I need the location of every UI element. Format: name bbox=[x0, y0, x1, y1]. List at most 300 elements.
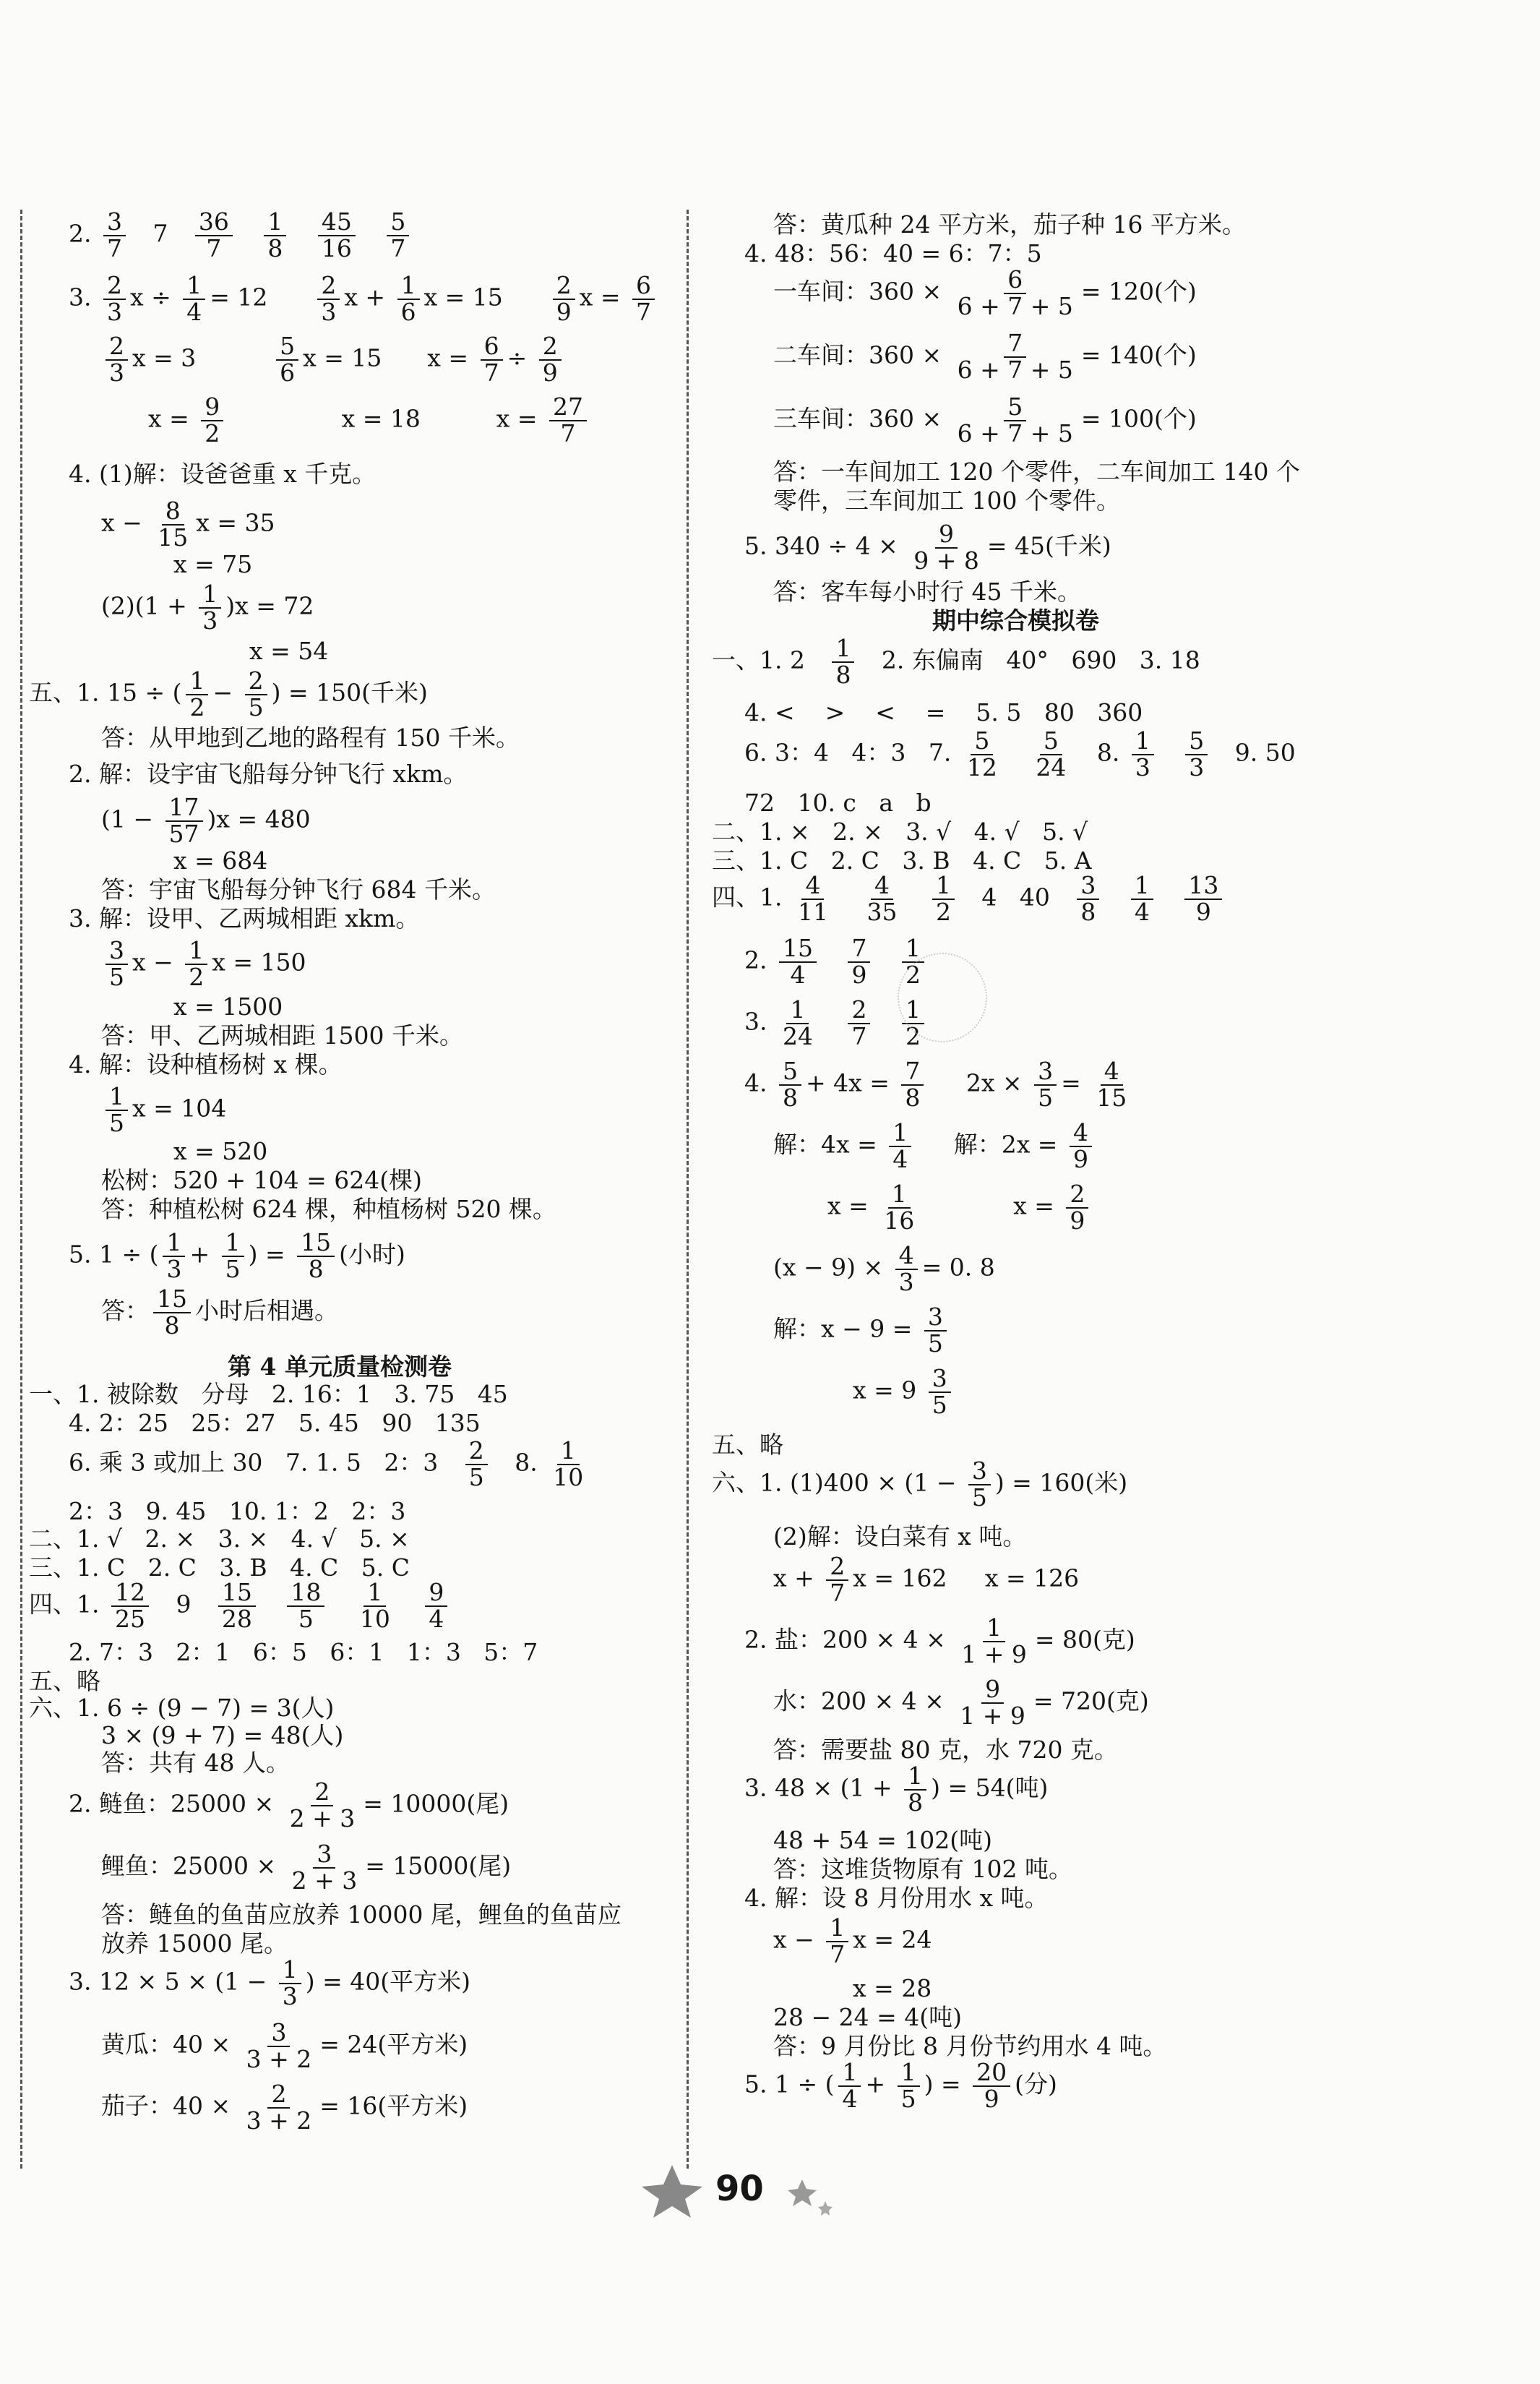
answer-text: 一车间：360 × bbox=[773, 277, 950, 306]
answer-text: 解：2x = bbox=[916, 1130, 1065, 1159]
fraction-denominator: 9 bbox=[1195, 897, 1211, 926]
answer-text: + bbox=[189, 1240, 218, 1269]
answer-text: 2. bbox=[69, 219, 99, 248]
answer-text bbox=[1104, 883, 1126, 912]
fraction-denominator: 12 bbox=[966, 752, 997, 781]
fraction-numerator: 15 bbox=[297, 1230, 335, 1257]
answer-text: 答： bbox=[101, 1296, 149, 1325]
answer-text: = 140(个) bbox=[1080, 340, 1197, 369]
fraction-denominator: 7 bbox=[206, 233, 222, 262]
fraction-numerator: 2 bbox=[539, 334, 562, 361]
fraction-numerator: 45 bbox=[318, 210, 356, 236]
answer-line bbox=[744, 1764, 1048, 1815]
answer-text: x = 35 bbox=[196, 508, 275, 537]
fraction-numerator: 18 bbox=[287, 1580, 324, 1607]
fraction-numerator: 4 bbox=[801, 873, 824, 900]
fraction-numerator: 6 bbox=[632, 273, 655, 300]
fraction-denominator: 3 bbox=[109, 358, 124, 387]
fraction-numerator: 5 bbox=[971, 729, 993, 755]
fraction-denominator: 6 + 7 + 5 bbox=[957, 291, 1073, 320]
fraction-denominator: 57 bbox=[168, 819, 199, 848]
answer-text: 零件，三车间加工 100 个零件。 bbox=[773, 486, 1120, 515]
answer-text: 5. 1 ÷ ( bbox=[69, 1240, 159, 1269]
fraction-numerator: 1 bbox=[838, 2060, 861, 2087]
answer-line bbox=[773, 267, 1197, 319]
answer-text: 4. 48：56：40 = 6：7：5 bbox=[744, 239, 1042, 267]
fraction-numerator: 6 bbox=[481, 334, 503, 361]
answer-text: 6. 乘 3 或加上 30 7. 1. 5 2：3 bbox=[69, 1448, 461, 1477]
fraction bbox=[1077, 873, 1099, 925]
fraction-denominator: 5 bbox=[932, 1390, 947, 1419]
fraction-numerator: 5 bbox=[779, 1059, 801, 1086]
fraction bbox=[779, 1059, 801, 1110]
answer-line bbox=[773, 1243, 995, 1295]
fraction-denominator: 3 bbox=[1135, 752, 1150, 781]
fraction-denominator: 3 + 2 bbox=[246, 2044, 312, 2073]
fraction bbox=[954, 331, 1077, 382]
fraction-denominator: 7 bbox=[851, 1021, 867, 1050]
answer-line bbox=[853, 1366, 955, 1418]
fraction bbox=[880, 1182, 918, 1233]
answer-text: 一、1. 2 bbox=[712, 646, 828, 674]
answer-text: x = 684 bbox=[173, 846, 268, 875]
fraction-numerator: 3 bbox=[929, 1366, 951, 1393]
fraction-numerator: 8 bbox=[162, 499, 184, 526]
answer-line bbox=[773, 1913, 932, 1968]
answer-text: 8. bbox=[1074, 738, 1127, 767]
answer-text: = bbox=[1061, 1068, 1089, 1097]
fraction-numerator: 1 bbox=[904, 1764, 926, 1791]
answer-text: 二、1. √ 2. × 3. × 4. √ 5. × bbox=[29, 1525, 410, 1553]
answer-text bbox=[821, 1008, 843, 1036]
answer-text: 答：甲、乙两城相距 1500 千米。 bbox=[101, 1021, 463, 1050]
answer-text: = 16(平方米) bbox=[319, 2091, 468, 2120]
fraction-numerator: 5 bbox=[276, 334, 298, 361]
answer-text: x = 15 bbox=[423, 283, 549, 312]
fraction-numerator: 1 bbox=[222, 1230, 244, 1257]
fraction-denominator: 2 bbox=[189, 693, 205, 721]
answer-text: x = 15 x = bbox=[303, 343, 476, 372]
fraction-numerator: 1 bbox=[1131, 873, 1153, 900]
fraction-numerator: 4 bbox=[895, 1243, 918, 1270]
fraction bbox=[826, 1554, 848, 1605]
answer-line bbox=[712, 636, 1200, 687]
answer-text: 六、1. 6 ÷ (9 − 7) = 3(人) bbox=[29, 1694, 335, 1722]
answer-line bbox=[712, 846, 1092, 875]
fraction bbox=[1032, 726, 1070, 781]
answer-text: 解：x − 9 = bbox=[773, 1314, 920, 1343]
fraction-denominator: 8 bbox=[308, 1254, 324, 1283]
fraction bbox=[1184, 873, 1222, 925]
fraction-numerator: 1 bbox=[902, 936, 924, 963]
fraction-denominator: 2 bbox=[905, 1021, 921, 1050]
fraction-numerator: 2 bbox=[103, 273, 126, 300]
fraction-denominator: 6 + 7 + 5 bbox=[957, 355, 1073, 384]
fraction-numerator: 5 bbox=[387, 210, 409, 236]
fraction-numerator: 3 bbox=[267, 2020, 290, 2047]
answer-line bbox=[744, 2060, 1057, 2111]
fraction-numerator: 2 bbox=[848, 998, 870, 1024]
answer-text: x − bbox=[101, 508, 150, 537]
fraction-denominator: 2 bbox=[905, 960, 921, 989]
fraction-denominator: 15 bbox=[158, 523, 189, 552]
fraction bbox=[889, 1120, 911, 1172]
answer-line bbox=[773, 331, 1197, 382]
fraction-numerator: 15 bbox=[218, 1580, 256, 1607]
answer-text: ÷ bbox=[507, 343, 535, 372]
answer-line bbox=[744, 239, 1042, 268]
answer-line bbox=[773, 1554, 1079, 1605]
fraction-denominator: 6 + 7 + 5 bbox=[957, 419, 1073, 447]
answer-text: ) = 54(吨) bbox=[931, 1773, 1049, 1802]
fraction-numerator: 1 bbox=[397, 273, 420, 300]
fraction-numerator: 3 bbox=[924, 1305, 947, 1332]
fraction-numerator: 9 bbox=[425, 1580, 447, 1607]
section-title bbox=[932, 606, 1099, 635]
fraction-numerator: 3 bbox=[1077, 873, 1099, 900]
fraction-denominator: 3 bbox=[166, 1254, 182, 1283]
answer-text: − bbox=[212, 678, 241, 707]
fraction-numerator: 2 bbox=[245, 669, 267, 695]
answer-line bbox=[773, 210, 1246, 239]
answer-text bbox=[1005, 739, 1028, 767]
answer-line bbox=[773, 1735, 1118, 1765]
fraction-numerator: 1 bbox=[902, 998, 924, 1024]
fraction bbox=[929, 1366, 951, 1418]
fraction-numerator: 2 bbox=[267, 2082, 290, 2109]
answer-text: 三、1. C 2. C 3. B 4. C 5. A bbox=[712, 846, 1092, 875]
fraction-denominator: 3 + 2 bbox=[246, 2106, 312, 2135]
page-footer bbox=[636, 2161, 874, 2219]
answer-text: 4. 解：设 8 月份用水 x 吨。 bbox=[744, 1884, 1049, 1912]
fraction-numerator: 4 bbox=[1101, 1059, 1123, 1086]
answer-text bbox=[874, 946, 897, 974]
answer-text: 3. 12 × 5 × (1 − bbox=[69, 1967, 275, 1996]
answer-text: = 15000(尾) bbox=[365, 1851, 512, 1880]
fraction-numerator: 1 bbox=[106, 1084, 128, 1111]
fraction-denominator: 7 bbox=[106, 233, 122, 262]
answer-text: x = 520 bbox=[173, 1137, 268, 1165]
fraction bbox=[958, 1613, 1031, 1668]
answer-line bbox=[827, 1182, 1093, 1233]
fraction bbox=[1185, 726, 1208, 781]
answer-text: 黄瓜：40 × bbox=[101, 2030, 238, 2059]
answer-text: 答：9 月份比 8 月份节约用水 4 吨。 bbox=[773, 2032, 1167, 2060]
fraction-denominator: 16 bbox=[321, 233, 352, 262]
answer-text: ) = 40(平方米) bbox=[305, 1967, 470, 1996]
fraction-denominator: 4 bbox=[842, 2084, 858, 2113]
answer-text: 鲤鱼：25000 × bbox=[101, 1851, 284, 1880]
fraction-denominator: 2 bbox=[189, 962, 205, 991]
fraction-denominator: 6 bbox=[400, 297, 416, 326]
fraction-numerator: 9 bbox=[201, 395, 223, 421]
answer-text: 五、1. 15 ÷ ( bbox=[29, 678, 182, 707]
answer-text: x = 150 bbox=[212, 948, 306, 977]
fraction-denominator: 15 bbox=[1096, 1083, 1127, 1112]
fraction-numerator: 1 bbox=[186, 669, 208, 695]
fraction bbox=[898, 2060, 920, 2111]
fraction bbox=[838, 2060, 861, 2111]
answer-line bbox=[773, 1825, 992, 1855]
fraction-numerator: 1 bbox=[898, 2060, 920, 2087]
answer-line bbox=[712, 1459, 1127, 1510]
fraction-denominator: 9 bbox=[1072, 1144, 1088, 1173]
fraction-numerator: 1 bbox=[888, 1182, 911, 1209]
fraction-denominator: 7 bbox=[635, 297, 651, 326]
fraction-numerator: 4 bbox=[871, 873, 893, 900]
answer-text: 2. bbox=[744, 946, 775, 974]
fraction-denominator: 3 bbox=[202, 606, 218, 635]
answer-text: 一、1. 被除数 分母 2. 16：1 3. 75 45 bbox=[29, 1380, 508, 1408]
answer-text: x = 9 bbox=[853, 1376, 924, 1405]
fraction-denominator: 5 bbox=[109, 962, 124, 991]
fraction-denominator: 1 + 9 bbox=[961, 1639, 1027, 1668]
answer-text: = 10000(尾) bbox=[363, 1789, 509, 1818]
fraction-denominator: 24 bbox=[782, 1021, 813, 1050]
answer-text: (x − 9) × bbox=[773, 1253, 891, 1282]
fraction-numerator: 17 bbox=[165, 795, 203, 822]
answer-text: 答：种植松树 624 棵，种植杨树 520 棵。 bbox=[101, 1195, 556, 1223]
answer-text bbox=[1158, 883, 1180, 912]
answer-text: 小时后相遇。 bbox=[195, 1296, 338, 1325]
answer-text: = 720(克) bbox=[1033, 1686, 1149, 1715]
answer-text: 放养 15000 尾。 bbox=[101, 1929, 288, 1958]
fraction-denominator: 24 bbox=[1036, 752, 1067, 781]
fraction-numerator: 7 bbox=[901, 1059, 924, 1086]
fraction-denominator: 9 + 8 bbox=[913, 546, 979, 575]
fraction-numerator: 1 bbox=[1132, 729, 1154, 755]
fraction-numerator: 3 bbox=[106, 938, 128, 965]
answer-text: 4. 解：设种植杨树 x 棵。 bbox=[69, 1050, 343, 1079]
answer-text: (2)(1 + bbox=[101, 591, 195, 620]
fraction-denominator: 8 bbox=[1080, 897, 1096, 926]
right-answer-column bbox=[0, 210, 1540, 2161]
answer-text: 答：客车每小时行 45 千米。 bbox=[773, 578, 1081, 606]
fraction-numerator: 4 bbox=[1070, 1120, 1092, 1147]
answer-text: 三、1. C 2. C 3. B 4. C 5. C bbox=[29, 1553, 410, 1582]
answer-line bbox=[773, 486, 1120, 515]
answer-text: x = 28 bbox=[853, 1974, 932, 2002]
answer-text: 2. 东偏南 40° 690 3. 18 bbox=[859, 646, 1200, 674]
fraction-numerator: 2 bbox=[553, 273, 575, 300]
answer-text: x ÷ bbox=[129, 283, 179, 312]
fraction-denominator: 9 bbox=[1070, 1206, 1085, 1235]
fraction-numerator: 2 bbox=[106, 334, 128, 361]
fraction bbox=[968, 1459, 991, 1510]
answer-text: 4. bbox=[744, 1068, 775, 1097]
fraction bbox=[954, 395, 1077, 446]
fraction-denominator: 3 bbox=[282, 1981, 298, 2010]
answer-text: 第 4 单元质量检测卷 bbox=[228, 1352, 452, 1381]
answer-line bbox=[773, 395, 1197, 446]
answer-text: ) = bbox=[924, 2070, 969, 2098]
answer-text: x + bbox=[344, 283, 393, 312]
fraction-denominator: 5 bbox=[927, 1329, 943, 1358]
fraction-denominator: 9 bbox=[556, 297, 572, 326]
answer-text: x = 104 bbox=[132, 1094, 227, 1123]
answer-text: 8. bbox=[491, 1448, 546, 1477]
answer-text: = 80(克) bbox=[1034, 1625, 1135, 1654]
answer-text: 3. 解：设甲、乙两城相距 xkm。 bbox=[69, 904, 420, 932]
fraction-denominator: 3 bbox=[898, 1267, 914, 1296]
page-number: 90 bbox=[715, 2169, 764, 2209]
fraction bbox=[1034, 1059, 1057, 1110]
fraction-numerator: 1 bbox=[826, 1916, 848, 1942]
answer-text bbox=[874, 1008, 897, 1036]
fraction-denominator: 9 bbox=[542, 358, 558, 387]
answer-text: 3. bbox=[744, 1007, 775, 1036]
fraction-numerator: 2 bbox=[465, 1438, 488, 1465]
fraction bbox=[848, 995, 870, 1050]
fraction bbox=[779, 936, 817, 987]
answer-text: + bbox=[865, 2070, 893, 2098]
answer-line bbox=[773, 1522, 1026, 1551]
fraction bbox=[1070, 1120, 1092, 1172]
fraction-denominator: 9 bbox=[984, 2084, 999, 2113]
answer-text: x = bbox=[922, 1191, 1062, 1220]
answer-line bbox=[773, 1854, 1072, 1884]
answer-text: = 100(个) bbox=[1080, 404, 1197, 433]
fraction-denominator: 6 bbox=[280, 358, 296, 387]
answer-text: = 120(个) bbox=[1080, 277, 1197, 306]
fraction bbox=[1131, 873, 1153, 925]
answer-text bbox=[821, 946, 843, 974]
fraction-denominator: 5 bbox=[225, 1254, 241, 1283]
fraction-denominator: 2 + 3 bbox=[291, 1866, 358, 1895]
fraction-numerator: 1 bbox=[932, 873, 955, 900]
fraction-numerator: 15 bbox=[153, 1287, 191, 1313]
fraction bbox=[956, 1677, 1029, 1728]
fraction-denominator: 1 + 9 bbox=[960, 1701, 1025, 1730]
answer-line bbox=[744, 1613, 1135, 1668]
answer-text: = 45(千米) bbox=[986, 531, 1111, 560]
fraction-denominator: 4 bbox=[186, 297, 202, 326]
fraction bbox=[863, 873, 900, 925]
fraction bbox=[910, 522, 983, 573]
fraction-numerator: 36 bbox=[195, 210, 233, 236]
answer-text: 3. 48 × (1 + bbox=[744, 1773, 900, 1802]
answer-line bbox=[744, 1059, 1135, 1110]
fraction-numerator: 3 bbox=[968, 1459, 991, 1485]
answer-text: 二车间：360 × bbox=[773, 340, 950, 369]
answer-text: 9. 50 bbox=[1212, 738, 1296, 767]
fraction-denominator: 8 bbox=[164, 1311, 180, 1339]
fraction bbox=[826, 1913, 848, 1968]
fraction-numerator: 2 bbox=[1066, 1182, 1088, 1209]
answer-text: = 12 bbox=[210, 283, 314, 312]
answer-text: 二、1. × 2. × 3. √ 4. √ 5. √ bbox=[712, 818, 1088, 846]
answer-line bbox=[773, 1677, 1149, 1728]
fraction-denominator: 10 bbox=[359, 1604, 390, 1633]
fraction-denominator: 8 bbox=[782, 1083, 798, 1112]
answer-text: 2x × bbox=[928, 1068, 1031, 1097]
fraction-numerator: 1 bbox=[183, 273, 205, 300]
fraction bbox=[954, 267, 1077, 319]
fraction-numerator: 1 bbox=[279, 1958, 301, 1984]
fraction-denominator: 8 bbox=[835, 660, 851, 689]
fraction-denominator: 5 bbox=[1038, 1083, 1054, 1112]
fraction-denominator: 4 bbox=[790, 960, 806, 989]
answer-line bbox=[744, 788, 932, 818]
answer-text: (2)解：设白菜有 x 吨。 bbox=[773, 1522, 1027, 1551]
fraction-denominator: 10 bbox=[553, 1462, 584, 1491]
answer-line bbox=[773, 1305, 951, 1356]
fraction-denominator: 8 bbox=[267, 233, 283, 262]
fraction bbox=[901, 1059, 924, 1110]
fraction-denominator: 16 bbox=[884, 1206, 915, 1235]
answer-text: ) = 150(千米) bbox=[271, 678, 428, 707]
fraction-numerator: 6 bbox=[1004, 267, 1026, 294]
answer-text: x = 54 bbox=[249, 637, 329, 665]
fraction-denominator: 7 bbox=[483, 358, 499, 387]
fraction-denominator: 5 bbox=[900, 2084, 916, 2113]
answer-text: 答：黄瓜种 24 平方米，茄子种 16 平方米。 bbox=[773, 210, 1246, 239]
fraction-denominator: 11 bbox=[797, 897, 828, 926]
answer-text: 2. 鲢鱼：25000 × bbox=[69, 1789, 282, 1818]
answer-text: (1 − bbox=[101, 805, 161, 833]
fraction-denominator: 28 bbox=[221, 1604, 252, 1633]
answer-line bbox=[773, 1120, 1096, 1172]
answer-text bbox=[905, 883, 927, 912]
fraction-numerator: 2 bbox=[826, 1554, 848, 1581]
answer-text: 6. 3：4 4：3 7. bbox=[744, 738, 959, 767]
answer-text: 答：这堆货物原有 102 吨。 bbox=[773, 1855, 1072, 1883]
answer-text: 4. 2：25 25：27 5. 45 90 135 bbox=[69, 1409, 481, 1437]
fraction-numerator: 5 bbox=[1004, 395, 1026, 421]
fraction-numerator: 1 bbox=[264, 210, 286, 236]
fraction-denominator: 3 bbox=[1189, 752, 1205, 781]
answer-text: 72 10. c a b bbox=[744, 789, 932, 817]
fraction-numerator: 1 bbox=[185, 938, 207, 965]
answer-text: 解：4x = bbox=[773, 1130, 885, 1159]
fraction bbox=[832, 636, 854, 687]
answer-text: ) = 160(米) bbox=[994, 1468, 1128, 1497]
answer-text: = 0. 8 bbox=[921, 1253, 995, 1282]
answer-text: 答：共有 48 人。 bbox=[101, 1749, 290, 1777]
answer-text: )x = 72 bbox=[225, 591, 314, 620]
answer-text: 答：一车间加工 120 个零件，二车间加工 140 个 bbox=[773, 458, 1300, 486]
answer-text: 2：3 9. 45 10. 1：2 2：3 bbox=[69, 1497, 406, 1525]
answer-line bbox=[773, 457, 1300, 486]
answer-text bbox=[836, 883, 859, 912]
fraction-numerator: 2 bbox=[317, 273, 340, 300]
fraction-denominator: 3 bbox=[106, 297, 122, 326]
fraction-numerator: 3 bbox=[313, 1842, 335, 1869]
fraction bbox=[924, 1305, 947, 1356]
fraction-numerator: 9 bbox=[981, 1677, 1004, 1704]
answer-text: x = 18 x = bbox=[228, 404, 545, 433]
answer-text: 5. 340 ÷ 4 × bbox=[744, 531, 906, 560]
fraction-numerator: 15 bbox=[779, 936, 817, 963]
fraction-numerator: 7 bbox=[848, 936, 870, 963]
fraction-numerator: 1 bbox=[364, 1580, 386, 1607]
fraction-numerator: 1 bbox=[983, 1616, 1005, 1642]
answer-text: 四、1. bbox=[29, 1590, 107, 1618]
fraction bbox=[932, 873, 955, 925]
fraction bbox=[794, 873, 832, 925]
answer-text: 答：需要盐 80 克，水 720 克。 bbox=[773, 1736, 1118, 1764]
fraction-numerator: 20 bbox=[973, 2060, 1010, 2087]
answer-text: x − bbox=[132, 948, 181, 977]
answer-text: x = bbox=[148, 404, 197, 433]
fraction-numerator: 1 bbox=[199, 582, 221, 609]
fraction-denominator: 7 bbox=[830, 1578, 846, 1607]
fraction-denominator: 35 bbox=[866, 897, 898, 926]
answer-text: 期中综合模拟卷 bbox=[932, 606, 1099, 635]
answer-text: 水：200 × 4 × bbox=[773, 1686, 952, 1715]
fraction-numerator: 2 bbox=[311, 1780, 333, 1806]
fraction-denominator: 5 bbox=[298, 1604, 314, 1633]
